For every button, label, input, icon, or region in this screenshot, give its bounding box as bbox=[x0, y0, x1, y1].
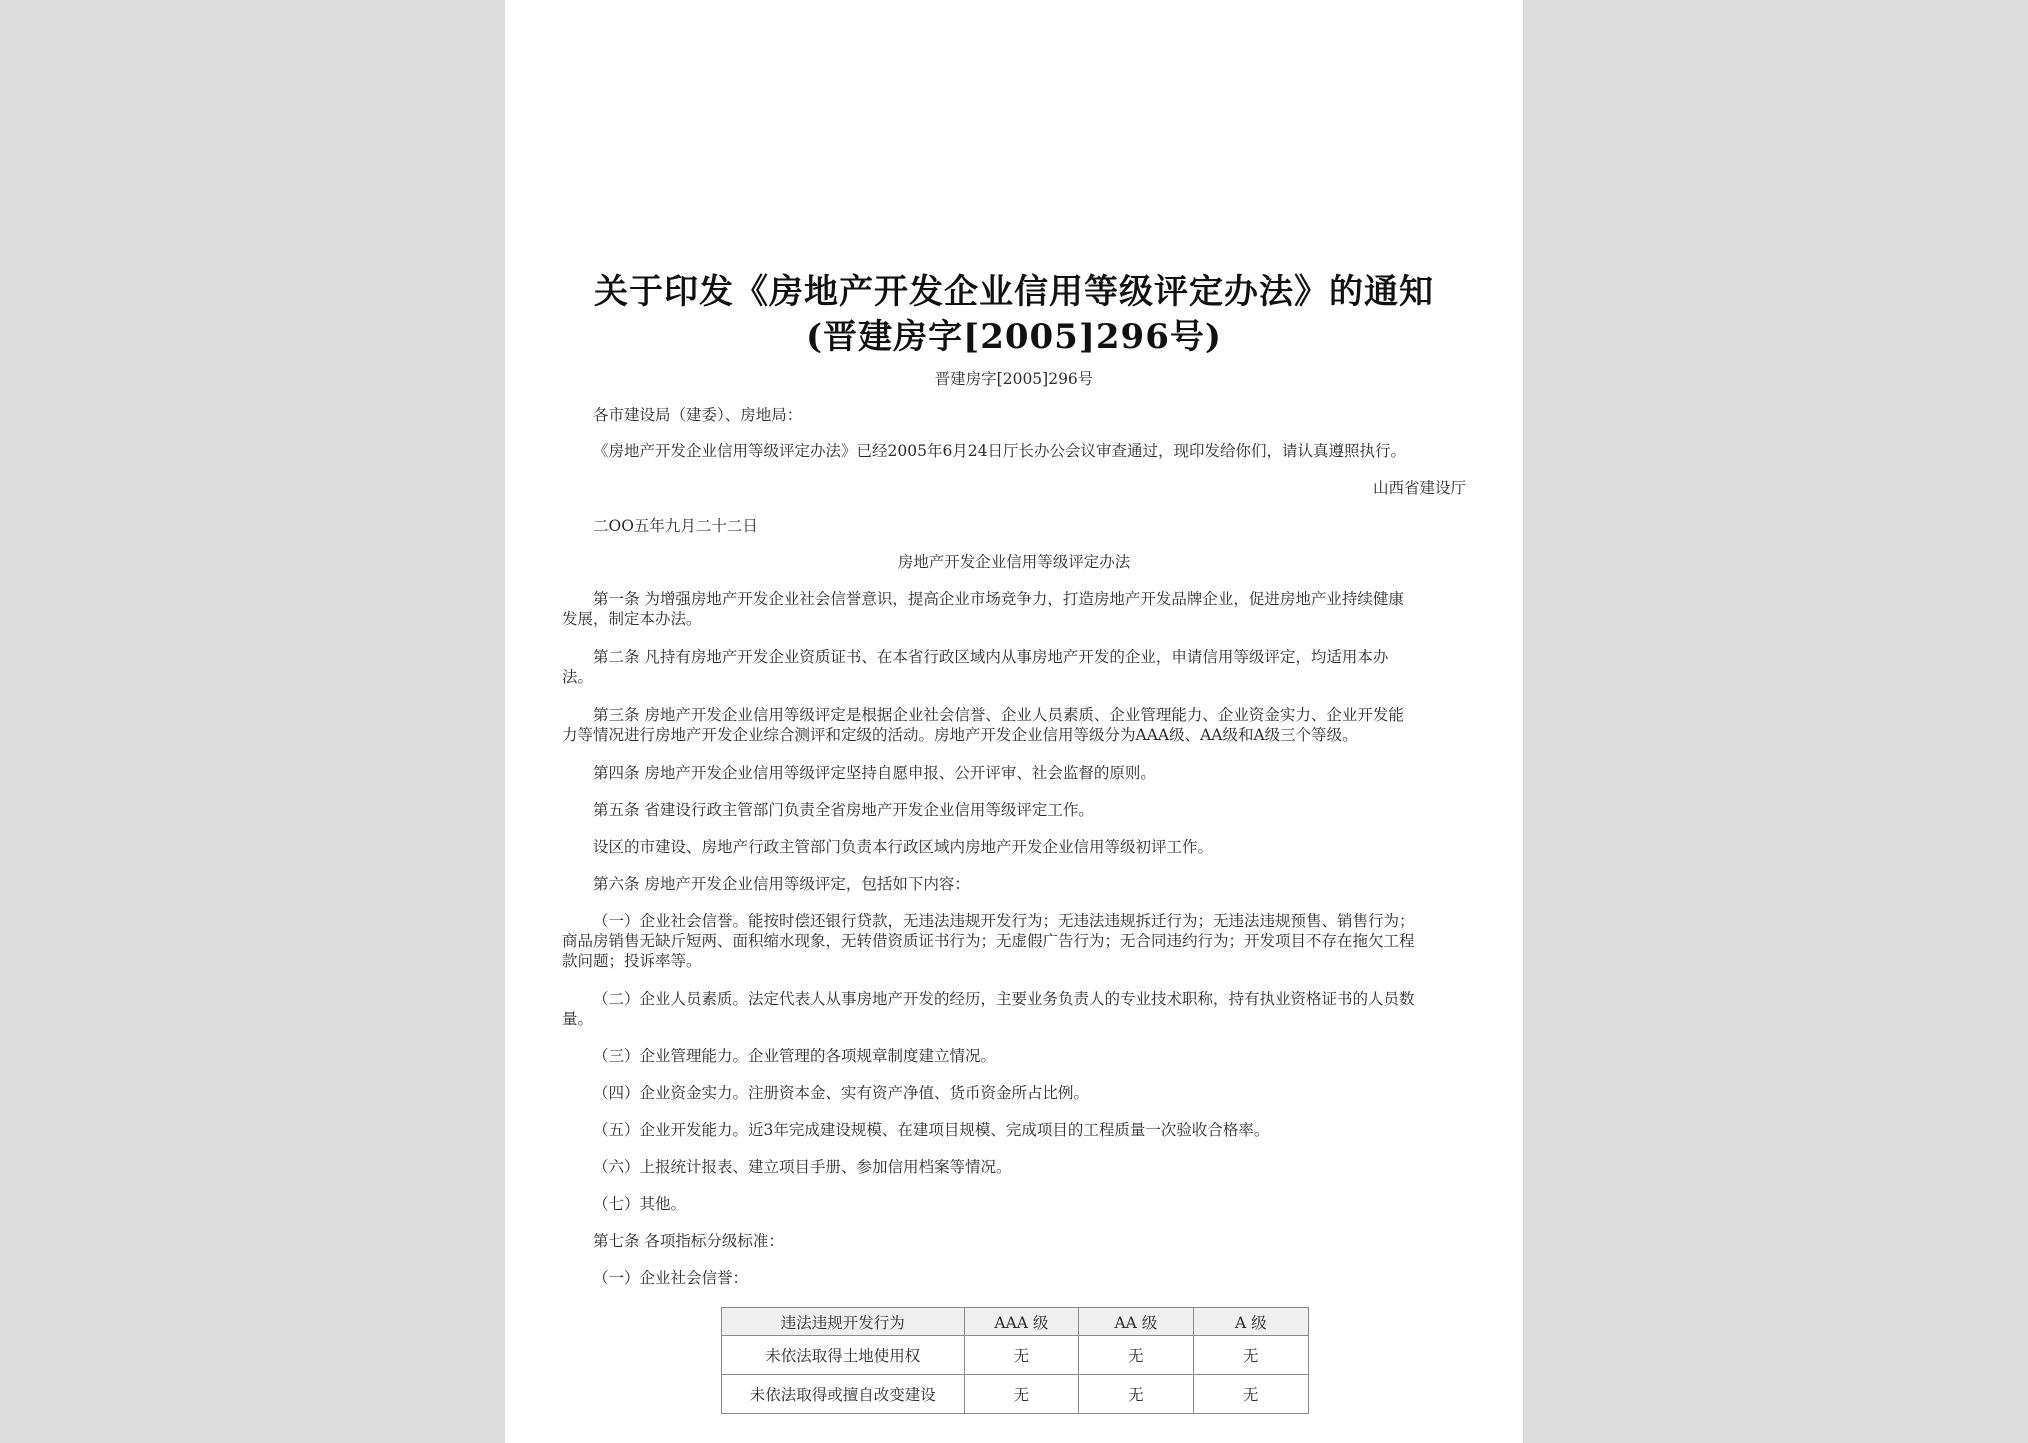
issue-date: 二OO五年九月二十二日 bbox=[593, 517, 758, 535]
item-6: （六）上报统计报表、建立项目手册、参加信用档案等情况。 bbox=[593, 1158, 1012, 1176]
item-4: （四）企业资金实力。注册资本金、实有资产净值、货币资金所占比例。 bbox=[593, 1084, 1090, 1102]
item-2-line2: 量。 bbox=[562, 1010, 594, 1028]
article-2-line1: 第二条 凡持有房地产开发企业资质证书、在本省行政区域内从事房地产开发的企业，申请信用等级评定，均适用本办 bbox=[593, 648, 1389, 666]
document-number: 晋建房字[2005]296号 bbox=[934, 370, 1094, 388]
issuer: 山西省建设厅 bbox=[1372, 479, 1466, 497]
table-cell: 无 bbox=[1193, 1375, 1308, 1414]
item-3: （三）企业管理能力。企业管理的各项规章制度建立情况。 bbox=[593, 1047, 997, 1065]
item-1-line2: 商品房销售无缺斤短两、面积缩水现象，无转借资质证书行为；无虚假广告行为；无合同违约行为；开发项目不存在拖欠工程 bbox=[562, 932, 1415, 950]
table-cell: 未依法取得或擅自改变建设 bbox=[722, 1375, 965, 1414]
table-cell: 未依法取得土地使用权 bbox=[722, 1336, 965, 1375]
table-header-row bbox=[722, 1308, 1309, 1336]
article-4: 第四条 房地产开发企业信用等级评定坚持自愿申报、公开评审、社会监督的原则。 bbox=[593, 764, 1156, 782]
table-header-cell: A 级 bbox=[1193, 1308, 1308, 1336]
document-title-line1: 关于印发《房地产开发企业信用等级评定办法》的通知 bbox=[594, 272, 1434, 312]
table-cell: 无 bbox=[964, 1336, 1079, 1375]
article-7: 第七条 各项指标分级标准： bbox=[593, 1232, 784, 1250]
table-row bbox=[722, 1336, 1309, 1375]
document-title-line2: (晋建房字[2005]296号) bbox=[806, 317, 1222, 357]
sub-item-1: （一）企业社会信誉： bbox=[593, 1269, 749, 1287]
table-header-cell: 违法违规开发行为 bbox=[722, 1308, 965, 1336]
subtitle: 房地产开发企业信用等级评定办法 bbox=[897, 553, 1131, 571]
table-cell: 无 bbox=[1079, 1375, 1193, 1414]
document-page bbox=[505, 0, 1523, 1443]
item-1-line3: 款问题；投诉率等。 bbox=[562, 952, 702, 970]
item-2-line1: （二）企业人员素质。法定代表人从事房地产开发的经历，主要业务负责人的专业技术职称，持有执业资格证书的人员数 bbox=[593, 990, 1415, 1008]
article-2-line2: 法。 bbox=[562, 668, 594, 686]
item-7: （七）其他。 bbox=[593, 1195, 687, 1213]
item-1-line1: （一）企业社会信誉。能按时偿还银行贷款，无违法违规开发行为；无违法违规拆迁行为；无违法违规预售、销售行为； bbox=[593, 912, 1415, 930]
table-row bbox=[722, 1375, 1309, 1414]
table-cell: 无 bbox=[1193, 1336, 1308, 1375]
article-5-paragraph-2: 设区的市建设、房地产行政主管部门负责本行政区域内房地产开发企业信用等级初评工作。 bbox=[593, 838, 1214, 856]
table-cell: 无 bbox=[1079, 1336, 1193, 1375]
article-1-line1: 第一条 为增强房地产开发企业社会信誉意识，提高企业市场竞争力，打造房地产开发品牌企业，促进房地产业持续健康 bbox=[593, 590, 1404, 608]
article-3-line2: 力等情况进行房地产开发企业综合测评和定级的活动。房地产开发企业信用等级分为AAA级、AA级和A级三个等级。 bbox=[562, 726, 1358, 744]
table-cell: 无 bbox=[964, 1375, 1079, 1414]
credit-standards-table bbox=[721, 1307, 1309, 1414]
article-5: 第五条 省建设行政主管部门负责全省房地产开发企业信用等级评定工作。 bbox=[593, 801, 1094, 819]
intro-paragraph: 《房地产开发企业信用等级评定办法》已经2005年6月24日厅长办公会议审查通过，现印发给你们，请认真遵照执行。 bbox=[593, 442, 1407, 460]
article-6: 第六条 房地产开发企业信用等级评定，包括如下内容： bbox=[593, 875, 970, 893]
article-3-line1: 第三条 房地产开发企业信用等级评定是根据企业社会信誉、企业人员素质、企业管理能力、企业资金实力、企业开发能 bbox=[593, 706, 1404, 724]
table-header-cell: AA 级 bbox=[1079, 1308, 1193, 1336]
item-5: （五）企业开发能力。近3年完成建设规模、在建项目规模、完成项目的工程质量一次验收合格率。 bbox=[593, 1121, 1270, 1139]
salutation: 各市建设局（建委）、房地局： bbox=[593, 406, 803, 424]
article-1-line2: 发展，制定本办法。 bbox=[562, 610, 702, 628]
table-header-cell: AAA 级 bbox=[964, 1308, 1079, 1336]
